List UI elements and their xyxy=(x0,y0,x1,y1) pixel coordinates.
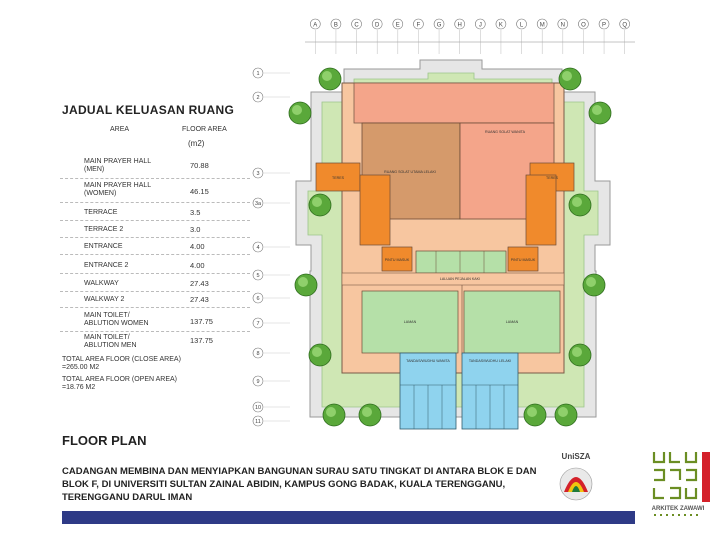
col-header-floor-area: FLOOR AREA xyxy=(182,126,227,133)
row-label: TERRACE xyxy=(84,209,118,216)
entrance-strip xyxy=(416,251,506,273)
floor-plan-drawing xyxy=(250,55,650,440)
column-grid-label: J xyxy=(478,22,482,29)
label-toilet-women: TANDAS/WUDHU WANITA xyxy=(406,359,450,363)
col-header-unit: (m2) xyxy=(188,139,205,148)
row-grid-label: 11 xyxy=(255,419,261,425)
project-description: CADANGAN MEMBINA DAN MENYIAPKAN BANGUNAN SURAU SATU TINGKAT DI ANTARA BLOK E DAN BLOK F, DI UNIVERSITI SULTAN ZAINAL ABIDIN, KAMPUS GONG BADAK, KUALA TERENGGANU, TERENGGANU DARUL IMAN xyxy=(62,466,537,503)
column-grid-label: A xyxy=(313,22,318,29)
label-terrace-left: TERES xyxy=(332,176,344,180)
column-grid-label: D xyxy=(375,22,380,29)
row-label: ENTRANCE xyxy=(84,243,123,250)
label-walkway: LALUAN PEJALAN KAKI xyxy=(439,277,481,281)
row-value: 3.5 xyxy=(190,208,201,217)
row-grid-label: 3a xyxy=(254,201,262,207)
tree-icon xyxy=(309,344,331,366)
tree-icon xyxy=(289,102,311,124)
row-grid-markers xyxy=(253,68,290,426)
row-label: MAIN TOILET/ ABLUTION MEN xyxy=(84,334,137,349)
label-entrance-right: PINTU MASUK xyxy=(510,258,536,262)
row-value: 4.00 xyxy=(190,261,205,270)
column-grid-label: P xyxy=(602,22,607,29)
row-label: TERRACE 2 xyxy=(84,226,124,233)
tree-icon xyxy=(569,344,591,366)
label-courtyard-right: LAMAN xyxy=(505,320,519,324)
row-grid-label: 7 xyxy=(256,321,260,327)
column-grid-label: F xyxy=(416,22,421,29)
tree-icon xyxy=(295,274,317,296)
tree-icon xyxy=(583,274,605,296)
unisza-wordmark: UniSZA xyxy=(561,452,591,461)
row-value: 27.43 xyxy=(190,295,209,304)
row-label: WALKWAY 2 xyxy=(84,296,125,303)
column-grid-label: N xyxy=(560,22,565,29)
row-label: ENTRANCE 2 xyxy=(84,262,129,269)
arkitek-wordmark: ARKITEK ZAWAWI xyxy=(651,506,705,512)
column-grid-label: K xyxy=(498,22,503,29)
row-grid-label: 8 xyxy=(256,351,260,357)
total-close-area: TOTAL AREA FLOOR (CLOSE AREA) =265.00 M2 xyxy=(62,356,181,371)
column-grid-label: G xyxy=(436,22,442,29)
unisza-logo xyxy=(555,448,597,506)
floor-plan-heading: FLOOR PLAN xyxy=(62,433,147,448)
row-grid-label: 1 xyxy=(256,71,260,77)
column-grid-label: Q xyxy=(622,22,628,29)
column-grid-label: B xyxy=(333,22,338,29)
tree-icon xyxy=(319,68,341,90)
bottom-color-bar xyxy=(62,511,635,524)
row-grid-label: 9 xyxy=(256,379,260,385)
row-label: MAIN PRAYER HALL (MEN) xyxy=(84,158,152,173)
row-grid-label: 4 xyxy=(256,245,260,251)
column-grid-label: C xyxy=(354,22,359,29)
column-grid-label: O xyxy=(581,22,586,29)
row-value: 3.0 xyxy=(190,225,201,234)
label-courtyard-left: LAMAN xyxy=(403,320,417,324)
row-value: 137.75 xyxy=(190,336,213,345)
column-grid-label: E xyxy=(395,22,400,29)
column-grid-label: L xyxy=(519,22,524,29)
column-grid-label: M xyxy=(539,22,545,29)
col-header-area: AREA xyxy=(110,126,130,133)
column-grid-label: H xyxy=(457,22,462,29)
column-grid-strip xyxy=(305,18,635,54)
row-value: 4.00 xyxy=(190,242,205,251)
row-value: 27.43 xyxy=(190,279,209,288)
row-grid-label: 5 xyxy=(256,273,260,279)
mihrab-block xyxy=(354,83,554,123)
left-wing-lower xyxy=(360,175,390,245)
tree-icon xyxy=(524,404,546,426)
row-label: WALKWAY xyxy=(84,280,119,287)
row-label: MAIN TOILET/ ABLUTION WOMEN xyxy=(84,312,149,327)
tree-icon xyxy=(323,404,345,426)
row-grid-label: 10 xyxy=(254,405,262,411)
right-wing-lower xyxy=(526,175,556,245)
label-entrance-left: PINTU MASUK xyxy=(384,258,410,262)
tree-icon xyxy=(309,194,331,216)
tree-icon xyxy=(359,404,381,426)
label-men-hall: RUANG SOLAT UTAMA LELAKI xyxy=(384,170,436,174)
table-title: JADUAL KELUASAN RUANG xyxy=(62,103,235,117)
row-grid-label: 6 xyxy=(256,296,260,302)
label-toilet-men: TANDAS/WUDHU LELAKI xyxy=(468,359,512,363)
tree-icon xyxy=(589,102,611,124)
row-value: 46.15 xyxy=(190,187,209,196)
row-value: 70.88 xyxy=(190,161,209,170)
row-grid-label: 2 xyxy=(256,95,260,101)
label-terrace-right: TERES xyxy=(546,176,558,180)
tree-icon xyxy=(569,194,591,216)
row-label: MAIN PRAYER HALL (WOMEN) xyxy=(84,182,152,197)
row-grid-label: 3 xyxy=(256,171,260,177)
arkitek-logo xyxy=(650,448,712,524)
tree-icon xyxy=(559,68,581,90)
label-women-hall: RUANG SOLAT WANITA xyxy=(484,130,526,134)
row-value: 137.75 xyxy=(190,317,213,326)
total-open-area: TOTAL AREA FLOOR (OPEN AREA) =18.76 M2 xyxy=(62,376,178,391)
tree-icon xyxy=(555,404,577,426)
